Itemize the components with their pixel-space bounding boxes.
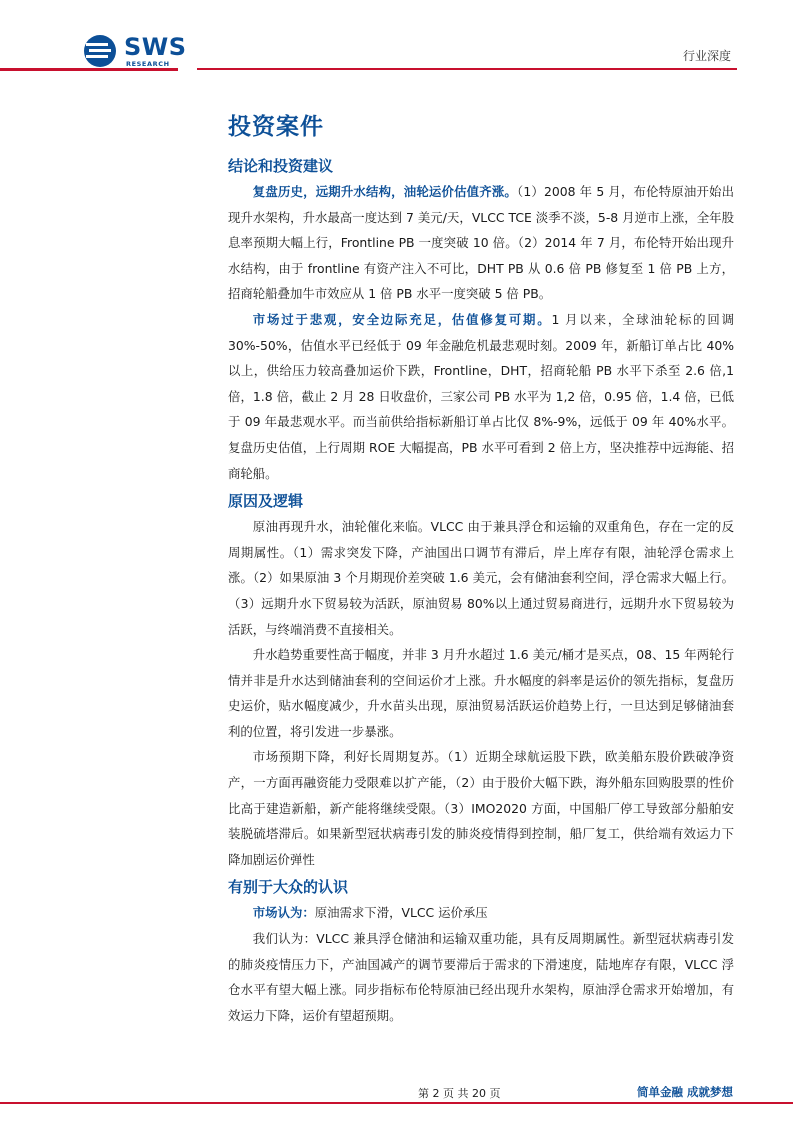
paragraph-text: 升水趋势重要性高于幅度，并非 3 月升水超过 1.6 美元/桶才是买点，08、15 年两轮行情并非是升水达到储油套利的空间运价才上涨。升水幅度的斜率是运价的领先指标，复盘历史运价，贴水幅度减少，升水苗头出现，原油贸易活跃运价趋势上行，一旦达到足够储油套利的位置，将引发进一步暴涨。 [228,647,734,739]
footer-slogan: 简单金融 成就梦想 [636,1085,733,1099]
section-heading: 原因及逻辑 [228,492,304,511]
logo-wordmark: SWS [124,33,187,61]
paragraph [228,179,734,307]
paragraph [228,900,734,926]
section-heading: 结论和投资建议 [228,157,334,175]
paragraph [228,926,734,1028]
section-heading: 有别于大众的认识 [228,878,349,897]
paragraph-text: 我们认为：VLCC 兼具浮仓储油和运输双重功能，具有反周期属性。新型冠状病毒引发的肺炎疫情压力下，产油国减产的调节要滞后于需求的下滑速度，陆地库存有限，VLCC 浮仓水平有望大幅上涨。同步指标布伦特原油已经出现升水架构，原油浮仓需求开始增加，有效运力下降，运价有望超预期。 [228,931,734,1023]
paragraph-text: （1）2008 年 5 月，布伦特原油开始出现升水架构，升水最高一度达到 7 美元/天，VLCC TCE 淡季不淡，5-8 月逆市上涨，全年股息率预期大幅上行，Frontline PB 一度突破 10 倍。（2）2014 年 7 月，布伦特开始出现升水结构，由于 frontline 有资产注入不可比，DHT PB 从 0.6 倍 PB 修复至 1 倍 PB 上方，招商轮船叠加牛市效应从 1 倍 PB 水平一度突破 5 倍 PB。 [228,184,735,302]
header-divider-left [0,68,178,71]
paragraph [228,642,734,744]
header-divider-right [197,68,737,70]
footer-divider [0,1102,793,1104]
paragraph [228,514,734,642]
page-title: 投资案件 [228,114,324,140]
paragraph-lead: 市场过于悲观，安全边际充足，估值修复可期。 [252,311,552,327]
paragraph [228,744,734,872]
page-number: 第 2 页 共 20 页 [418,1087,501,1100]
paragraph-lead: 市场认为： [252,905,315,921]
paragraph-text: 市场预期下降，利好长周期复苏。（1）近期全球航运股下跌，欧美船东股价跌破净资产，一方面再融资能力受限难以扩产能，（2）由于股价大幅下跌，海外船东回购股票的性价比高于建造新船，新产能将继续受限。（3）IMO2020 方面，中国船厂停工导致部分船舶安装脱硫塔滞后。如果新型冠状病毒引发的肺炎疫情得到控制，船厂复工，供给端有效运力下降加剧运价弹性 [228,749,734,867]
paragraph-text: 1 月以来，全球油轮标的回调 30%-50%，估值水平已经低于 09 年金融危机最悲观时刻。2009 年，新船订单占比 40%以上，供给压力较高叠加运价下跌，Frontline，DHT，招商轮船 PB 水平下杀至 2.6 倍,1 倍，1.8 倍，截止 2 月 28 日收盘价，三家公司 PB 水平为 1,2 倍，0.95 倍，1.4 倍，已低于 09 年最悲观水平。而当前供给指标新船订单占比仅 8%-9%，远低于 09 年 40%水平。复盘历史估值，上行周期 ROE 大幅提高，PB 水平可看到 2 倍上方，坚决推荐中远海能、招商轮船。 [228,311,735,481]
paragraph-lead: 复盘历史，远期升水结构，油轮运价估值齐涨。 [252,184,517,199]
page-header [0,0,793,78]
report-type-tag: 行业深度 [682,49,731,63]
logo-subtitle: RESEARCH [126,60,170,68]
paragraph-text: 原油再现升水，油轮催化来临。VLCC 由于兼具浮仓和运输的双重角色，存在一定的反周期属性。（1）需求突发下降，产油国出口调节有滞后，岸上库存有限，油轮浮仓需求上涨。（2）如果原油 3 个月期现价差突破 1.6 美元，会有储油套利空间，浮仓需求大幅上行。（3）远期升水下贸易较为活跃，原油贸易 80%以上通过贸易商进行，远期升水下贸易较为活跃，与终端消费不直接相关。 [228,519,734,637]
paragraph-text: 原油需求下滑，VLCC 运价承压 [314,905,488,921]
main-content [228,108,734,1028]
paragraph [228,307,734,486]
